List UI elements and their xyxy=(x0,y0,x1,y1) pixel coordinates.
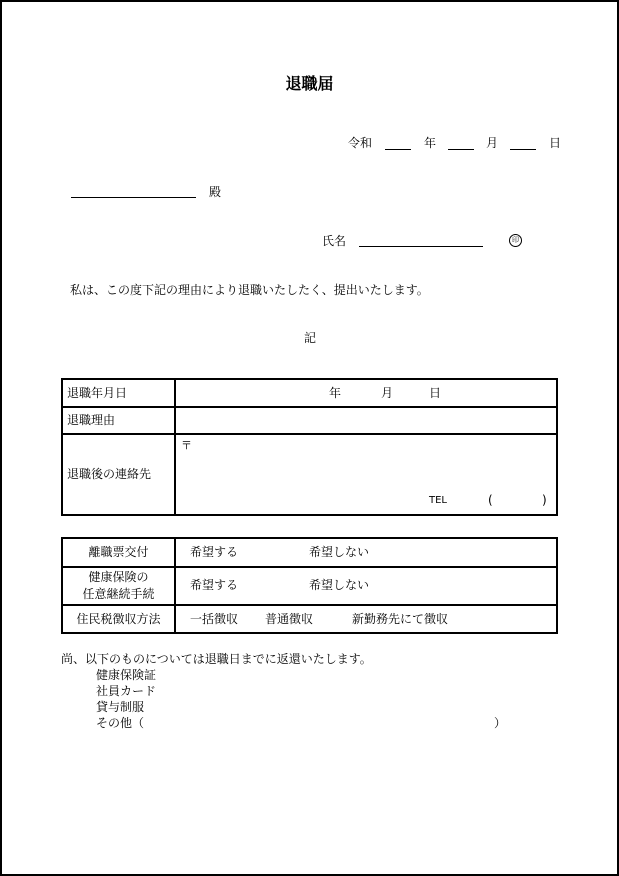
procedures-table xyxy=(61,537,558,634)
name-label: 氏名 xyxy=(322,234,347,248)
retirement-info-table xyxy=(61,378,558,516)
day-blank[interactable] xyxy=(510,149,536,150)
resident-tax-label: 住民税徴収方法 xyxy=(76,612,161,626)
name-blank[interactable] xyxy=(359,246,483,247)
date-era: 令和 xyxy=(348,136,373,150)
date-year-label: 年 xyxy=(424,136,437,150)
health-insurance-label-line1: 健康保険の xyxy=(88,570,149,584)
tel-label: TEL xyxy=(429,495,447,506)
contact-after-label: 退職後の連絡先 xyxy=(67,467,152,481)
retirement-month-label: 月 xyxy=(381,386,394,400)
return-item: 健康保険証 xyxy=(96,668,157,682)
separation-notice-option-no[interactable]: 希望しない xyxy=(309,545,370,559)
document-title: 退職届 xyxy=(285,74,334,93)
month-blank[interactable] xyxy=(448,149,474,150)
resident-tax-option-new-employer[interactable]: 新勤務先にて徴収 xyxy=(352,612,449,626)
return-item: 貸与制服 xyxy=(96,700,145,714)
addressee-blank[interactable] xyxy=(71,197,196,198)
return-notice: 尚、以下のものについては退職日までに返還いたします。 xyxy=(61,652,372,666)
retirement-year-label: 年 xyxy=(329,386,342,400)
return-item-other-close: ） xyxy=(494,716,507,730)
table-divider xyxy=(63,433,556,435)
retirement-reason-label: 退職理由 xyxy=(67,413,116,427)
health-insurance-option-no[interactable]: 希望しない xyxy=(309,578,370,592)
health-insurance-option-yes[interactable]: 希望する xyxy=(190,578,239,592)
tel-open-paren: ( xyxy=(488,493,493,507)
year-blank[interactable] xyxy=(385,149,411,150)
statement-text: 私は、この度下記の理由により退職いたしたく、提出いたします。 xyxy=(70,283,429,297)
separation-notice-option-yes[interactable]: 希望する xyxy=(190,545,239,559)
retirement-reason-field[interactable] xyxy=(176,408,556,432)
resident-tax-option-lump[interactable]: 一括徴収 xyxy=(190,612,239,626)
table-divider xyxy=(63,604,556,606)
resident-tax-option-normal[interactable]: 普通徴収 xyxy=(265,612,314,626)
health-insurance-label-line2: 任意継続手続 xyxy=(82,587,155,601)
return-item-other: その他（ xyxy=(96,716,145,730)
table-divider xyxy=(174,539,176,632)
retirement-day-label: 日 xyxy=(429,386,442,400)
table-divider xyxy=(63,566,556,568)
separation-notice-label: 離職票交付 xyxy=(88,545,149,559)
tel-close-paren: ) xyxy=(542,493,547,507)
date-day-label: 日 xyxy=(549,136,562,150)
postal-mark: 〒 xyxy=(181,439,192,452)
seal-icon: 印 xyxy=(509,234,522,247)
addressee-suffix: 殿 xyxy=(209,185,222,199)
ki-mark: 記 xyxy=(304,331,317,345)
table-divider xyxy=(174,380,176,514)
retirement-date-label: 退職年月日 xyxy=(67,386,128,400)
date-month-label: 月 xyxy=(486,136,499,150)
return-item: 社員カード xyxy=(96,684,157,698)
